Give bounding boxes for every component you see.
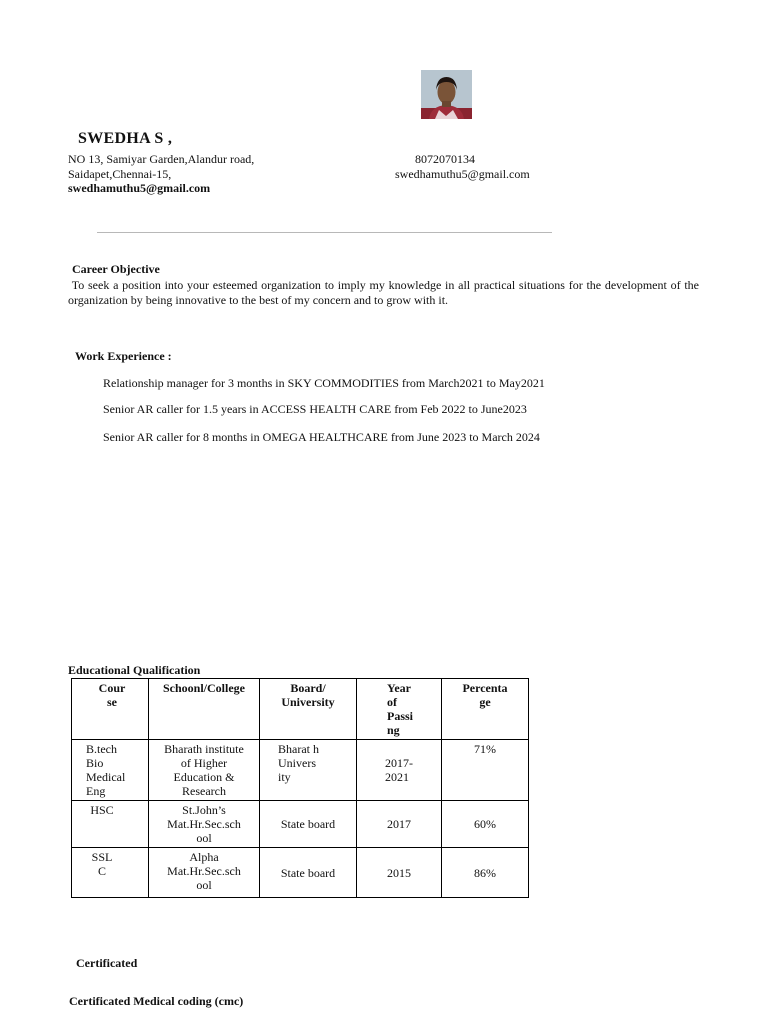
- email-address-right: swedhamuthu5@gmail.com: [395, 167, 530, 181]
- work-item: Senior AR caller for 1.5 years in ACCESS HEALTH CARE from Feb 2022 to June2023: [103, 402, 527, 416]
- work-item: Relationship manager for 3 months in SKY COMMODITIES from March2021 to May2021: [103, 376, 545, 390]
- table-cell: Bharat h Univers ity: [260, 740, 357, 801]
- table-cell: SSL C: [72, 848, 149, 898]
- column-header-board: Board/ University: [260, 679, 357, 740]
- work-item: Senior AR caller for 8 months in OMEGA HEALTHCARE from June 2023 to March 2024: [103, 430, 540, 444]
- table-cell: HSC: [72, 801, 149, 848]
- column-header-course: Cour se: [72, 679, 149, 740]
- certificated-item: Certificated Medical coding (cmc): [69, 994, 244, 1008]
- table-cell: 86%: [442, 848, 529, 898]
- table-cell: State board: [260, 801, 357, 848]
- table-cell: 2017- 2021: [357, 740, 442, 801]
- column-header-year: Year of Passi ng: [357, 679, 442, 740]
- table-cell: Alpha Mat.Hr.Sec.sch ool: [149, 848, 260, 898]
- column-header-percentage: Percenta ge: [442, 679, 529, 740]
- candidate-name: SWEDHA S ,: [78, 130, 173, 147]
- education-table: [71, 678, 529, 898]
- work-experience-heading: Work Experience :: [75, 349, 172, 363]
- career-objective-heading: Career Objective: [72, 262, 160, 276]
- table-cell: 71%: [442, 740, 529, 801]
- table-cell: 2017: [357, 801, 442, 848]
- address-line-1: NO 13, Samiyar Garden,Alandur road,: [68, 152, 255, 166]
- table-row: [72, 848, 529, 898]
- table-cell: St.John’s Mat.Hr.Sec.sch ool: [149, 801, 260, 848]
- table-row: [72, 740, 529, 801]
- table-header-row: [72, 679, 529, 740]
- table-cell: State board: [260, 848, 357, 898]
- education-heading: Educational Qualification: [68, 663, 201, 677]
- table-cell: B.tech Bio Medical Eng: [72, 740, 149, 801]
- certificated-heading: Certificated: [76, 956, 138, 970]
- table-cell: 60%: [442, 801, 529, 848]
- column-header-school: Schoonl/College: [149, 679, 260, 740]
- divider-line: [97, 232, 552, 233]
- address-line-2: Saidapet,Chennai-15,: [68, 167, 172, 181]
- phone-number: 8072070134: [415, 152, 475, 166]
- table-cell: 2015: [357, 848, 442, 898]
- profile-photo: [421, 70, 472, 119]
- table-cell: Bharath institute of Higher Education & Research: [149, 740, 260, 801]
- table-row: [72, 801, 529, 848]
- career-objective-text: To seek a position into your esteemed organization to imply my knowledge in all practical situations for the development of the organization by being innovative to the best of my concern and to grow with it.: [68, 278, 700, 307]
- email-address: swedhamuthu5@gmail.com: [68, 181, 211, 195]
